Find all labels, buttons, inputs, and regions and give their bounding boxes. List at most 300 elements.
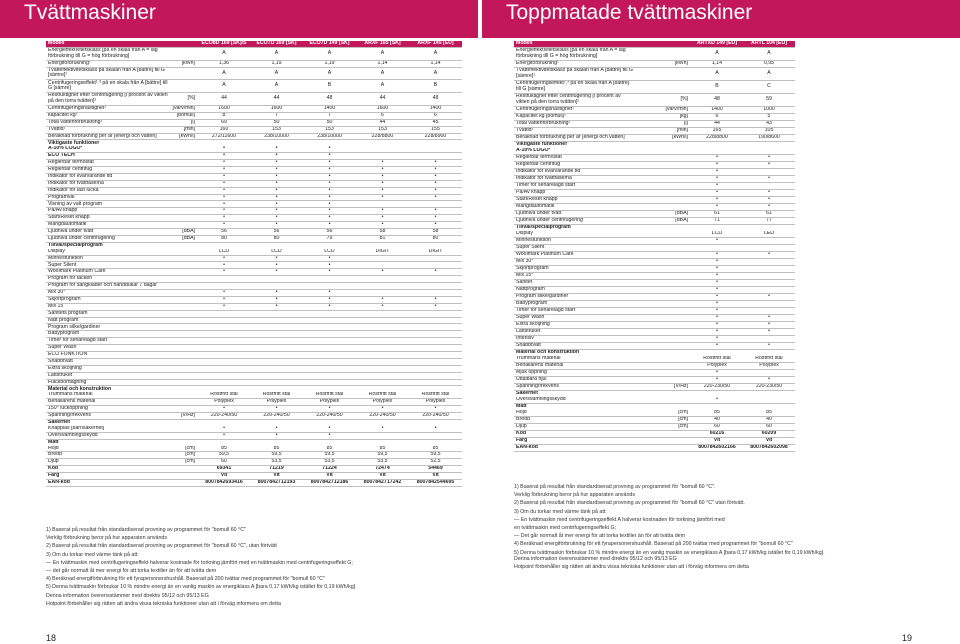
row-value xyxy=(409,283,462,290)
row-value: 153 xyxy=(356,126,409,133)
row-value: 56 xyxy=(250,229,303,236)
row-value: 45 xyxy=(409,119,462,126)
row-value: Polyplex xyxy=(250,399,303,406)
row-value xyxy=(409,379,462,386)
table-row xyxy=(514,294,795,301)
row-label: Indikator för låst lucka xyxy=(46,187,170,194)
footnote-line: en tvättmaskin med centrifugeringseffekt G; xyxy=(514,525,617,532)
row-value: • xyxy=(250,406,303,413)
row-unit xyxy=(170,338,198,345)
row-value: 80 xyxy=(198,235,250,242)
row-value: 52,5 xyxy=(409,459,462,466)
row-unit xyxy=(636,238,691,245)
row-value: • xyxy=(356,303,409,310)
row-value: • xyxy=(303,269,356,276)
row-value: 238/10000 xyxy=(303,133,356,140)
row-value xyxy=(198,365,250,372)
row-value: 6 xyxy=(691,114,743,121)
column-header-product: ARXF 165 [SK] xyxy=(356,41,409,47)
row-value: 40 xyxy=(691,417,743,424)
row-value: • xyxy=(691,169,743,176)
row-value: • xyxy=(250,269,303,276)
column-header-product: ECO8D 169 [SK]/S xyxy=(198,41,250,47)
table-row xyxy=(514,107,795,114)
row-value xyxy=(198,358,250,365)
row-value: • xyxy=(198,194,250,201)
row-label: Indikator för kvarvarande tid xyxy=(46,173,170,180)
row-value: A xyxy=(409,67,462,80)
row-value: • xyxy=(356,215,409,222)
table-row xyxy=(46,201,462,208)
row-label: Mängdautomatik xyxy=(46,222,170,229)
row-label: Start/Reset knapp xyxy=(46,215,170,222)
row-value: LCD xyxy=(691,231,743,238)
row-unit xyxy=(170,352,198,359)
notes-left xyxy=(46,526,355,592)
row-value: • xyxy=(409,426,462,432)
row-value xyxy=(303,358,356,365)
row-value: • xyxy=(743,204,795,211)
row-value xyxy=(198,283,250,290)
row-value: • xyxy=(743,322,795,329)
row-unit xyxy=(636,315,691,322)
row-value xyxy=(198,310,250,317)
row-label: Skjortprogram xyxy=(514,266,636,273)
row-value xyxy=(250,331,303,338)
row-value: • xyxy=(691,238,743,245)
row-label: Tvätteffektivitetsklass på skalan från A [bättre] till G [sämre]¹ xyxy=(46,67,170,80)
row-value xyxy=(356,372,409,379)
row-value: 48 xyxy=(691,94,743,107)
row-value: • xyxy=(691,252,743,259)
row-value: 72474 xyxy=(356,466,409,473)
row-label: Ljudnivå under tvätt xyxy=(514,211,636,218)
row-value: 8007842717242 xyxy=(356,479,409,486)
row-value xyxy=(743,245,795,252)
row-value xyxy=(743,183,795,190)
row-value xyxy=(198,276,250,283)
row-value: • xyxy=(250,222,303,229)
row-value xyxy=(409,255,462,262)
row-value: • xyxy=(198,160,250,167)
row-value: 48 xyxy=(409,93,462,106)
footer-right xyxy=(514,555,749,571)
row-value xyxy=(356,331,409,338)
row-value: • xyxy=(691,259,743,266)
row-value: Polyplex xyxy=(198,399,250,406)
row-value: • xyxy=(743,155,795,162)
row-value: Vit xyxy=(198,473,250,480)
row-unit xyxy=(636,377,691,384)
row-value: Rostfritt stål xyxy=(198,392,250,398)
row-value: 105 xyxy=(743,128,795,135)
row-value: • xyxy=(198,215,250,222)
row-value: 0,95 xyxy=(743,61,795,68)
row-value: • xyxy=(743,315,795,322)
row-value: • xyxy=(409,160,462,167)
row-value xyxy=(250,338,303,345)
table-row xyxy=(514,197,795,204)
row-value: • xyxy=(409,208,462,215)
row-label: Display xyxy=(46,249,170,255)
row-unit xyxy=(636,294,691,301)
row-value: Rostfritt stål xyxy=(250,392,303,398)
row-label: Bredd xyxy=(46,452,170,459)
row-label: Mängdautomatik xyxy=(514,204,636,211)
row-label: Centrifugeringshastighet¹ xyxy=(46,105,170,112)
row-label: kapacitet kg¹ xyxy=(46,112,170,119)
row-label: Behållarens material xyxy=(46,399,170,406)
row-label: Indikator för tvättfaserna xyxy=(46,180,170,187)
row-unit xyxy=(170,473,198,480)
row-value: • xyxy=(303,153,356,160)
table-row xyxy=(46,229,462,236)
table-row xyxy=(514,273,795,280)
row-value: • xyxy=(691,266,743,273)
row-unit xyxy=(636,343,691,350)
row-unit xyxy=(170,379,198,386)
table-row xyxy=(46,379,462,386)
row-unit: [min] xyxy=(170,126,198,133)
row-unit: [varv/min] xyxy=(170,105,198,112)
row-value: 54469 xyxy=(409,466,462,473)
row-value: Rostfritt stål xyxy=(743,356,795,363)
row-value: • xyxy=(198,201,250,208)
row-value: • xyxy=(303,255,356,262)
row-unit xyxy=(636,190,691,197)
row-value: 8007842712193 xyxy=(250,479,303,486)
row-value: DIGIT xyxy=(409,249,462,255)
table-row xyxy=(46,208,462,215)
row-label: Babyprogram xyxy=(46,331,170,338)
row-label: Extra sköljning xyxy=(514,322,636,329)
row-value: 58 xyxy=(356,229,409,236)
row-label: ECO FUNKTION xyxy=(46,352,170,359)
row-value xyxy=(409,372,462,379)
row-value: 50 xyxy=(250,119,303,126)
table-row xyxy=(46,358,462,365)
table-row xyxy=(514,363,795,370)
row-label: Knapplås [barnsäkerhet] xyxy=(46,426,170,432)
row-label: Mjuk öppning xyxy=(514,370,636,377)
row-unit xyxy=(170,269,198,276)
row-value: 228/8800 xyxy=(356,133,409,140)
row-value: • xyxy=(743,162,795,169)
row-value: LCD xyxy=(303,249,356,255)
row-value xyxy=(409,276,462,283)
row-value: A xyxy=(743,48,795,61)
table-row xyxy=(46,459,462,466)
row-value: 59,5 xyxy=(198,452,250,459)
row-unit: [V/Hz] xyxy=(170,413,198,420)
table-row xyxy=(46,235,462,242)
row-value: 153 xyxy=(303,126,356,133)
row-value xyxy=(743,238,795,245)
row-value: 50 xyxy=(303,119,356,126)
row-unit xyxy=(170,201,198,208)
row-unit xyxy=(636,322,691,329)
row-value: 85 xyxy=(743,410,795,417)
row-value: • xyxy=(409,215,462,222)
row-value xyxy=(356,352,409,359)
row-label: Beräknad förbrukning per år [energi och vatten] xyxy=(514,135,636,142)
row-value: LED xyxy=(743,231,795,238)
row-value xyxy=(356,365,409,372)
row-value: 1,19 xyxy=(303,60,356,67)
row-value: • xyxy=(198,222,250,229)
footer-line: Denna information överensstämmer med direktiv 95/12 och 95/13 EG xyxy=(514,556,677,562)
row-value: • xyxy=(743,190,795,197)
row-value: 71 xyxy=(691,218,743,225)
row-value xyxy=(743,336,795,343)
row-label: Reglerbar termostat xyxy=(46,160,170,167)
row-value: 1,14 xyxy=(356,60,409,67)
row-value: 272/11600 xyxy=(198,133,250,140)
row-unit: [min] xyxy=(636,128,691,135)
row-label: Fläckborttagning xyxy=(46,379,170,386)
row-value xyxy=(356,379,409,386)
row-value xyxy=(250,317,303,324)
row-value: • xyxy=(250,194,303,201)
row-value: 59 xyxy=(743,94,795,107)
row-unit xyxy=(170,290,198,297)
row-value xyxy=(250,372,303,379)
row-value: 8007842544695 xyxy=(409,479,462,486)
row-unit xyxy=(170,222,198,229)
row-label: Ljudnivå under centrifugering xyxy=(46,235,170,242)
row-value: • xyxy=(198,255,250,262)
row-unit xyxy=(170,208,198,215)
row-label: Snabbtvätt xyxy=(514,343,636,350)
row-value: B xyxy=(303,80,356,93)
row-label: På/Av knapp xyxy=(46,208,170,215)
row-value: 6 xyxy=(409,112,462,119)
section-title: Tillval/specialprogram xyxy=(516,224,571,231)
row-label: EAN-kod xyxy=(46,479,170,486)
row-value: 220-240/50 xyxy=(303,413,356,420)
row-label: Super Wash xyxy=(514,315,636,322)
row-value: 59,5 xyxy=(303,452,356,459)
row-value xyxy=(409,331,462,338)
footer-line: Hotpoint förbehåller sig rätten att ändra vissa tekniska funktioner utan att i förväg informera om detta xyxy=(514,564,749,571)
table-row xyxy=(514,176,795,183)
row-value: 85 xyxy=(250,446,303,452)
row-value: • xyxy=(691,294,743,301)
row-value: • xyxy=(691,287,743,294)
row-value: Vit xyxy=(356,473,409,480)
row-label: Intensiv xyxy=(514,336,636,343)
row-label: Bredd xyxy=(514,417,636,424)
row-label: Energiförbrukning¹ xyxy=(514,61,636,68)
row-value: • xyxy=(250,166,303,173)
row-label: Nattprogram xyxy=(514,287,636,294)
row-value: 1600 xyxy=(356,105,409,112)
row-value: • xyxy=(691,183,743,190)
table-row xyxy=(514,114,795,121)
row-unit xyxy=(170,173,198,180)
row-value: 60 xyxy=(198,459,250,466)
row-value xyxy=(409,365,462,372)
table-row xyxy=(46,352,462,359)
footer-line: Hotpoint förbehåller sig rätten att ändra vissa tekniska funktioner utan att i förväg informera om detta xyxy=(46,601,281,608)
row-value: • xyxy=(250,201,303,208)
row-label: Super Silent xyxy=(514,245,636,252)
row-label: Sanitet xyxy=(514,280,636,287)
row-value: C xyxy=(743,81,795,94)
footnote-line: 3) Om du torkar med värme tänk på att: xyxy=(514,508,607,515)
section-title: Viktigaste funktioner xyxy=(48,139,100,146)
column-header-product: ECO7D 169 [SK] xyxy=(250,41,303,47)
row-value: 160 xyxy=(198,126,250,133)
row-unit xyxy=(636,445,691,452)
page-title-right xyxy=(482,0,960,38)
row-label: Ljudnivå under tvätt xyxy=(46,229,170,236)
row-value xyxy=(303,345,356,352)
row-unit xyxy=(170,399,198,406)
row-value: 8007842693416 xyxy=(198,479,250,486)
row-label: Trummans material xyxy=(46,392,170,398)
row-value: • xyxy=(691,197,743,204)
row-value: • xyxy=(250,160,303,167)
row-value: 220-240/50 xyxy=(198,413,250,420)
row-label: Uttalbara hjul xyxy=(514,377,636,384)
row-label: Babyprogram xyxy=(514,301,636,308)
row-value xyxy=(356,432,409,439)
row-value: A xyxy=(356,67,409,80)
row-unit xyxy=(170,432,198,439)
row-unit xyxy=(636,363,691,370)
table-row xyxy=(46,372,462,379)
row-label: Program för täcken xyxy=(46,276,170,283)
table-row xyxy=(46,180,462,187)
spec-table-right xyxy=(514,41,795,452)
row-value: 59,5 xyxy=(409,452,462,459)
row-label: Tvättid¹ xyxy=(514,128,636,135)
row-label: Woolmark Platinum Care xyxy=(514,252,636,259)
table-row xyxy=(46,80,462,93)
row-label: Reglerbar centrifug xyxy=(46,166,170,173)
row-unit: [V/Hz] xyxy=(636,384,691,391)
row-value xyxy=(356,290,409,297)
row-value: 81 xyxy=(356,235,409,242)
row-value: 59,5 xyxy=(356,452,409,459)
row-label: Energieffektivitetsklass [på en skala från A = låg förbrukning till G = hög förbrukning] xyxy=(514,48,636,61)
table-row xyxy=(514,155,795,162)
row-value: Polyplex xyxy=(356,399,409,406)
table-row xyxy=(46,67,462,80)
row-value: • xyxy=(250,255,303,262)
row-value xyxy=(250,324,303,331)
row-value: 228/8800 xyxy=(691,135,743,142)
row-value xyxy=(303,372,356,379)
row-label: Super Silent xyxy=(46,262,170,269)
row-label: Kod xyxy=(46,466,170,473)
row-value: A xyxy=(303,67,356,80)
row-unit xyxy=(636,301,691,308)
row-value: • xyxy=(691,280,743,287)
row-label: Sanitets program xyxy=(46,310,170,317)
row-value: • xyxy=(303,296,356,303)
row-value: • xyxy=(303,146,356,152)
table-row xyxy=(514,329,795,336)
row-label: Total vattenförbrukning¹ xyxy=(514,121,636,128)
row-unit: [dBA] xyxy=(170,229,198,236)
row-value: • xyxy=(303,208,356,215)
row-value: • xyxy=(691,315,743,322)
row-value xyxy=(743,266,795,273)
row-value xyxy=(691,245,743,252)
row-label: Natt program xyxy=(46,317,170,324)
row-label: Beräknad förbrukning per år [energi och vatten] xyxy=(46,133,170,140)
row-value: • xyxy=(198,146,250,152)
row-unit xyxy=(170,67,198,80)
row-label: Mix 15° xyxy=(514,273,636,280)
row-value: 7 xyxy=(303,112,356,119)
row-value: • xyxy=(303,303,356,310)
table-row xyxy=(514,128,795,135)
row-value: A xyxy=(250,80,303,93)
row-value: 85 xyxy=(356,446,409,452)
table-row xyxy=(46,153,462,160)
table-row xyxy=(46,276,462,283)
footnote-line: 5) Denna tvättmaskin förbrukar 10 % mindre energi än en vanlig maskin av energiklass A [bara 0,17 kWh/kg istället för 0,19 kWh/kg]. xyxy=(514,549,825,556)
footnote-line: 1) Baserat på resultat från standardiserad provning av programmet för "bomull 60 °C" xyxy=(46,527,246,533)
row-value: • xyxy=(691,155,743,162)
table-row xyxy=(46,432,462,439)
section-title: Material och konstruktion xyxy=(48,385,112,392)
column-header-model: Modell xyxy=(46,41,170,47)
row-value: • xyxy=(198,290,250,297)
table-row xyxy=(46,303,462,310)
row-value: • xyxy=(356,160,409,167)
table-row xyxy=(514,308,795,315)
row-label: Programval xyxy=(46,194,170,201)
row-value: 40 xyxy=(743,417,795,424)
row-value: • xyxy=(250,187,303,194)
table-row xyxy=(46,290,462,297)
row-unit xyxy=(636,280,691,287)
row-value xyxy=(356,358,409,365)
table-row xyxy=(46,173,462,180)
footnote-line: — det går normalt åt mer energi för att torka textilier än för att tvätta dem xyxy=(46,568,217,575)
row-label: Spänning/frekvens xyxy=(46,413,170,420)
table-row xyxy=(514,183,795,190)
row-value: 80 xyxy=(250,235,303,242)
table-row xyxy=(46,255,462,262)
row-value: • xyxy=(356,269,409,276)
row-unit xyxy=(170,479,198,486)
row-value: • xyxy=(356,180,409,187)
row-unit: [l] xyxy=(170,119,198,126)
table-row xyxy=(514,377,795,384)
row-label: Reglerbar centrifug xyxy=(514,162,636,169)
row-value xyxy=(409,358,462,365)
table-row xyxy=(514,424,795,431)
row-value xyxy=(356,310,409,317)
row-value: 60216 xyxy=(691,431,743,438)
row-value: Polyplex xyxy=(303,399,356,406)
table-row xyxy=(514,68,795,81)
row-value: 1,19 xyxy=(250,60,303,67)
row-label: Kod xyxy=(514,431,636,438)
row-label: Minnesfunktion xyxy=(514,238,636,245)
row-value: 85 xyxy=(409,446,462,452)
row-unit: [kWh/l] xyxy=(170,133,198,140)
row-value xyxy=(356,283,409,290)
row-unit xyxy=(170,262,198,269)
row-value: • xyxy=(198,432,250,439)
row-value: • xyxy=(198,406,250,413)
